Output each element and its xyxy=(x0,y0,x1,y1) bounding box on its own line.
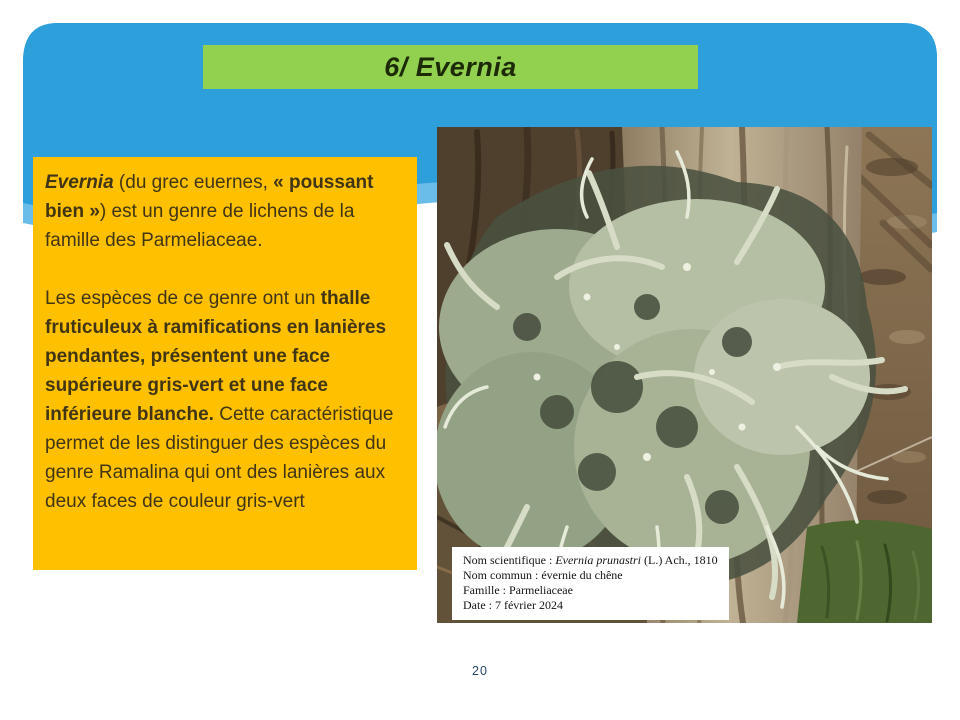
body-text-box xyxy=(33,157,417,570)
photo-evernia xyxy=(437,127,932,623)
text-block: Nom commun : évernie du chêne xyxy=(463,568,623,582)
photo-caption-box xyxy=(452,547,729,620)
text-block: Date : 7 février 2024 xyxy=(463,598,563,612)
slide-title: 6/ Evernia xyxy=(384,51,517,82)
text-block: Evernia (du grec euernes, « poussant bien ») est un genre de lichens de la famille des Parmeliaceae. xyxy=(45,172,374,251)
page-number: 20 xyxy=(472,664,488,678)
text-block: Nom scientifique : Evernia prunastri (L.) Ach., 1810 xyxy=(463,553,718,567)
text-block: Les espèces de ce genre ont un thalle fruticuleux à ramifications en lanières pendantes, présentent une face supérieure gris-vert et une face inférieure blanche. Cette caractéristique permet de les distinguer des espèces du genre Ramalina qui ont des lanières aux deux faces de couleur gris-vert xyxy=(45,288,394,512)
text-block: Famille : Parmeliaceae xyxy=(463,583,573,597)
grass-patch xyxy=(797,520,932,623)
title-banner xyxy=(203,45,698,89)
